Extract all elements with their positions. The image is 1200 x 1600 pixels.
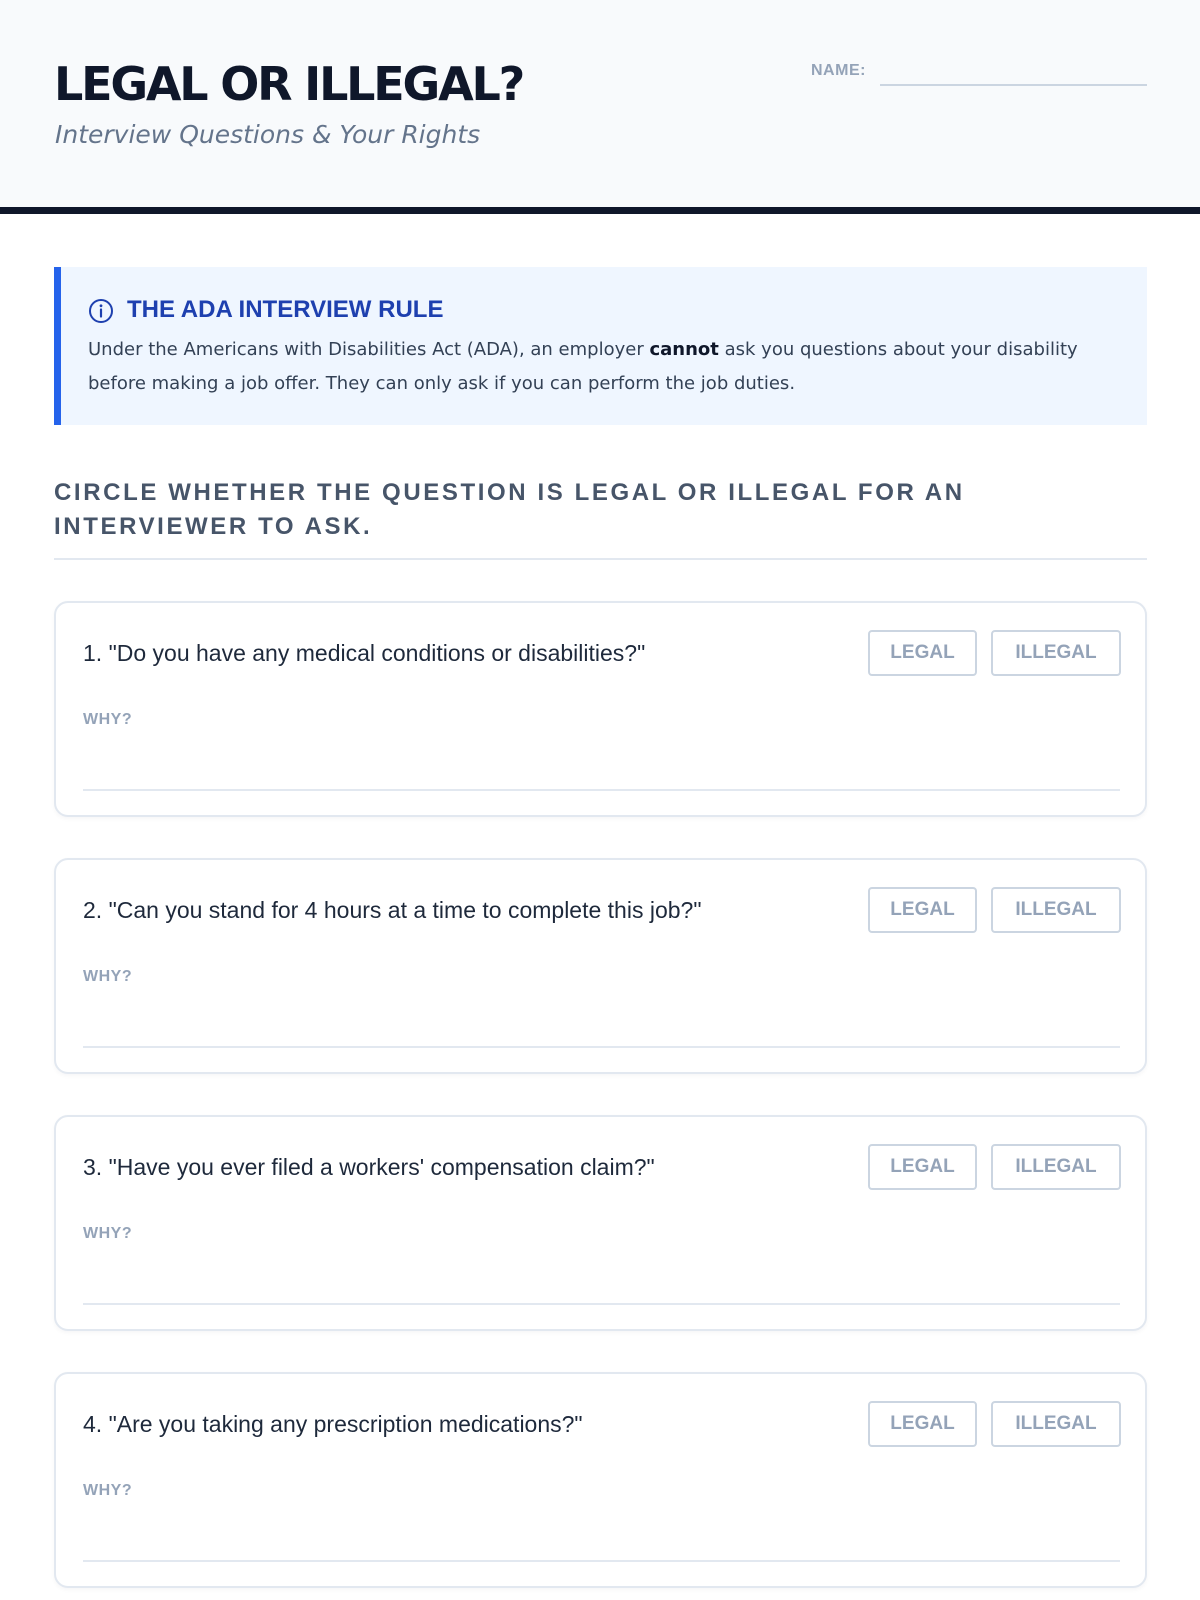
- question-card-3: [54, 1115, 1147, 1331]
- illegal-option[interactable]: ILLEGAL: [991, 1401, 1121, 1447]
- illegal-option[interactable]: ILLEGAL: [991, 1144, 1121, 1190]
- legal-option[interactable]: LEGAL: [868, 630, 977, 676]
- why-answer-line[interactable]: [83, 1560, 1120, 1562]
- why-answer-line[interactable]: [83, 1046, 1120, 1048]
- info-circle-icon: [88, 298, 114, 324]
- why-answer-line[interactable]: [83, 1303, 1120, 1305]
- callout-title: THE ADA INTERVIEW RULE: [127, 296, 444, 323]
- question-text: 1. "Do you have any medical conditions or disabilities?": [83, 640, 646, 666]
- question-card-1: [54, 601, 1147, 817]
- why-label: WHY?: [83, 968, 133, 985]
- illegal-option[interactable]: ILLEGAL: [991, 887, 1121, 933]
- legal-option[interactable]: LEGAL: [868, 1144, 977, 1190]
- question-card-2: [54, 858, 1147, 1074]
- legal-option[interactable]: LEGAL: [868, 1401, 977, 1447]
- illegal-option[interactable]: ILLEGAL: [991, 630, 1121, 676]
- callout-text-start: Under the Americans with Disabilities Act (ADA), an employer: [88, 339, 650, 360]
- instructions-heading: CIRCLE WHETHER THE QUESTION IS LEGAL OR ILLEGAL FOR AN INTERVIEWER TO ASK.: [54, 479, 965, 540]
- legal-option[interactable]: LEGAL: [868, 887, 977, 933]
- section-divider: [54, 558, 1147, 560]
- worksheet-header: [0, 0, 1200, 214]
- why-label: WHY?: [83, 1482, 133, 1499]
- name-label: NAME:: [811, 62, 866, 79]
- callout-text-emphasis: cannot: [649, 339, 719, 360]
- why-label: WHY?: [83, 711, 133, 728]
- callout-text: [88, 333, 1128, 401]
- page-title: LEGAL OR ILLEGAL?: [54, 57, 524, 111]
- why-label: WHY?: [83, 1225, 133, 1242]
- question-card-4: [54, 1372, 1147, 1588]
- callout-text-end: ask you questions about your disability before making a job offer. They can only ask if you can perform the job duties.: [88, 339, 1078, 394]
- why-answer-line[interactable]: [83, 789, 1120, 791]
- question-text: 2. "Can you stand for 4 hours at a time to complete this job?": [83, 897, 702, 923]
- name-field[interactable]: [880, 84, 1147, 86]
- question-text: 4. "Are you taking any prescription medications?": [83, 1411, 583, 1437]
- question-text: 3. "Have you ever filed a workers' compensation claim?": [83, 1154, 655, 1180]
- page-subtitle: Interview Questions & Your Rights: [55, 120, 481, 149]
